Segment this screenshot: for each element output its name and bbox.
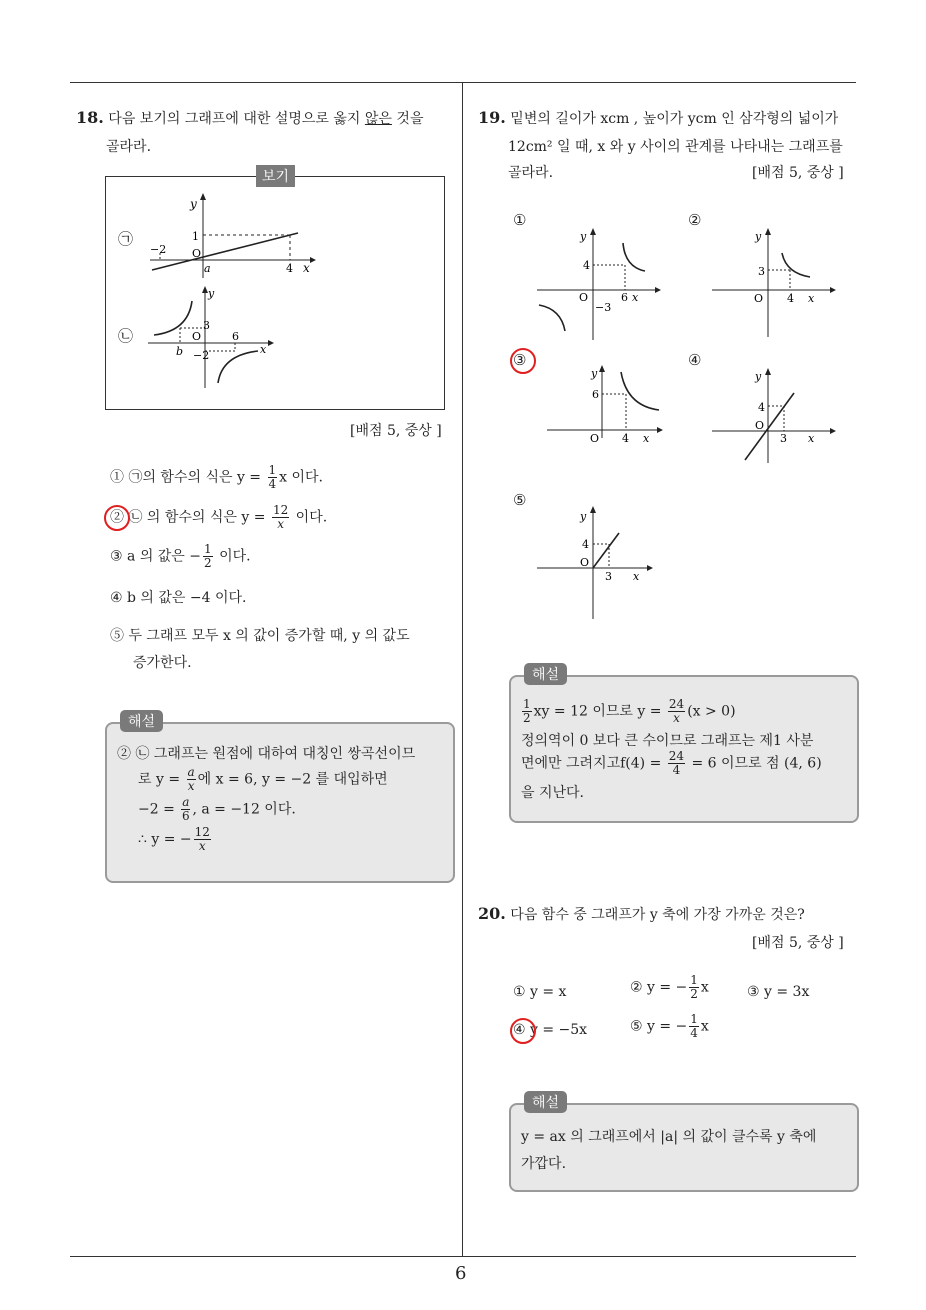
- q19-graph3: [545, 362, 665, 452]
- column-divider: [462, 82, 463, 1257]
- q18-answer-circle: [104, 505, 130, 531]
- q19-number: 19.: [478, 108, 506, 127]
- q19-prompt-line1: 19. 밑변의 길이가 xcm , 높이가 ycm 인 삼각형의 넓이가: [478, 108, 839, 127]
- q18-choice-5: ⑤ 두 그래프 모두 x 의 값이 증가할 때, y 의 값도: [110, 628, 410, 644]
- svg-text:3: 3: [605, 570, 612, 583]
- q20-expl-line2: 가깝다.: [521, 1156, 567, 1172]
- svg-text:6: 6: [232, 330, 239, 343]
- q18-graph2: [140, 283, 280, 393]
- q19-mark-2: ②: [688, 211, 702, 229]
- svg-text:6: 6: [592, 388, 599, 401]
- svg-text:O: O: [590, 432, 600, 445]
- q18-prompt-line2: 골라라.: [106, 139, 152, 155]
- graph2-marker: ㉡: [118, 327, 134, 345]
- q18-expl-line3: −2 = $\frac{a}{6}$ , a = −12 이다.: [138, 795, 296, 823]
- q19-score: [배점 5, 중상 ]: [752, 165, 844, 181]
- svg-text:4: 4: [582, 538, 589, 551]
- q18-choice-2: ② ㉡ 의 함수의 식은 y = $\frac{12}{x}$ 이다.: [110, 503, 328, 531]
- page-number: 6: [455, 1263, 467, 1284]
- svg-text:O: O: [579, 291, 589, 304]
- svg-text:4: 4: [286, 262, 293, 275]
- q18-choice-5-line2: 증가한다.: [133, 655, 192, 671]
- svg-text:3: 3: [758, 265, 765, 278]
- svg-text:x: x: [643, 432, 650, 445]
- svg-text:O: O: [192, 330, 202, 343]
- bottom-rule: [70, 1256, 856, 1257]
- svg-text:3: 3: [780, 432, 787, 445]
- q19-graph4: [710, 365, 840, 465]
- svg-text:x: x: [303, 261, 310, 275]
- q18-explanation-tag: 해설: [120, 710, 163, 732]
- svg-text:O: O: [580, 556, 590, 569]
- q20-choice-2: ② y = − $\frac{1}{2}$ x: [630, 973, 709, 1001]
- q19-expl-line1: $\frac{1}{2}$ xy = 12 이므로 y = $\frac{24}{x}$ (x > 0): [523, 697, 736, 725]
- svg-text:−3: −3: [595, 301, 612, 314]
- svg-text:−2: −2: [150, 243, 167, 256]
- svg-text:y: y: [190, 197, 197, 211]
- svg-text:x: x: [633, 570, 640, 583]
- svg-text:x: x: [808, 292, 815, 305]
- q18-number: 18.: [76, 108, 104, 127]
- q20-explanation-box: [509, 1103, 859, 1192]
- q20-prompt: 20. 다음 함수 중 그래프가 y 축에 가장 가까운 것은?: [478, 904, 805, 923]
- q20-answer-circle: [510, 1018, 536, 1044]
- q19-expl-line3: 면에만 그려지고f(4) = $\frac{24}{4}$ = 6 이므로 점 (4, 6): [521, 749, 822, 777]
- svg-text:a: a: [204, 262, 211, 275]
- q18-prompt: 18. 다음 보기의 그래프에 대한 설명으로 옳지 않은 것을: [76, 108, 424, 127]
- q18-expl-line1: ② ㉡ 그래프는 원점에 대하여 대칭인 쌍곡선이므: [117, 746, 416, 762]
- q19-mark-3: ③: [513, 351, 527, 369]
- graph1-marker: ㉠: [118, 230, 134, 248]
- top-rule: [70, 82, 856, 83]
- q19-prompt-line3: 골라라.: [508, 165, 554, 181]
- svg-text:6: 6: [621, 291, 628, 304]
- q19-mark-1: ①: [513, 211, 527, 229]
- svg-text:y: y: [208, 287, 215, 300]
- bogi-tag: 보기: [256, 165, 295, 187]
- q20-expl-line1: y = ax 의 그래프에서 |a| 의 값이 클수록 y 축에: [521, 1129, 817, 1145]
- q20-choice-5: ⑤ y = − $\frac{1}{4}$ x: [630, 1012, 709, 1040]
- q18-choice-1: ① ㉠의 함수의 식은 y = $\frac{1}{4}$ x 이다.: [110, 463, 323, 491]
- svg-text:4: 4: [787, 292, 794, 305]
- svg-text:x: x: [260, 343, 267, 356]
- svg-text:x: x: [808, 432, 815, 445]
- q18-choice-4: ④ b 의 값은 −4 이다.: [110, 590, 247, 606]
- q18-expl-line2: 로 y = $\frac{a}{x}$ 에 x = 6, y = −2 를 대입하면: [138, 765, 388, 793]
- svg-text:3: 3: [203, 319, 210, 332]
- q19-mark-4: ④: [688, 351, 702, 369]
- q19-mark-5: ⑤: [513, 491, 527, 509]
- q20-score: [배점 5, 중상 ]: [752, 935, 844, 951]
- q20-choice-1: ① y = x: [513, 984, 567, 1000]
- svg-text:−2: −2: [193, 349, 210, 362]
- q20-choice-3: ③ y = 3x: [747, 984, 810, 1000]
- svg-text:O: O: [192, 247, 202, 260]
- q18-choice-3: ③ a 의 값은 − $\frac{1}{2}$ 이다.: [110, 542, 251, 570]
- q19-expl-line4: 을 지난다.: [521, 785, 584, 801]
- q20-choice-4: ④ y = −5x: [513, 1022, 588, 1038]
- svg-text:4: 4: [758, 401, 765, 414]
- q20-explanation-tag: 해설: [524, 1091, 567, 1113]
- svg-text:4: 4: [622, 432, 629, 445]
- q20-number: 20.: [478, 904, 506, 923]
- q19-expl-line2: 정의역이 0 보다 큰 수이므로 그래프는 제1 사분: [521, 733, 814, 749]
- svg-text:O: O: [754, 292, 764, 305]
- svg-text:y: y: [755, 230, 762, 243]
- q19-explanation-tag: 해설: [524, 663, 567, 685]
- svg-text:y: y: [580, 510, 587, 523]
- q18-score: [배점 5, 중상 ]: [350, 423, 442, 439]
- svg-text:b: b: [176, 345, 184, 358]
- svg-text:y: y: [580, 230, 587, 243]
- q18-expl-line4: ∴ y = − $\frac{12}{x}$: [138, 825, 210, 853]
- q19-graph5: [535, 503, 655, 621]
- q19-graph2: [710, 225, 840, 340]
- q19-answer-circle: [510, 348, 536, 374]
- q18-graph1: [140, 190, 320, 280]
- svg-text:4: 4: [583, 259, 590, 272]
- svg-text:O: O: [755, 419, 765, 432]
- svg-text:y: y: [755, 370, 762, 383]
- q19-graph1: [535, 225, 665, 345]
- svg-text:1: 1: [192, 230, 199, 243]
- q19-prompt-line2: 12cm² 일 때, x 와 y 사이의 관계를 나타내는 그래프를: [508, 139, 843, 155]
- svg-text:x: x: [632, 291, 639, 304]
- svg-text:y: y: [591, 367, 598, 380]
